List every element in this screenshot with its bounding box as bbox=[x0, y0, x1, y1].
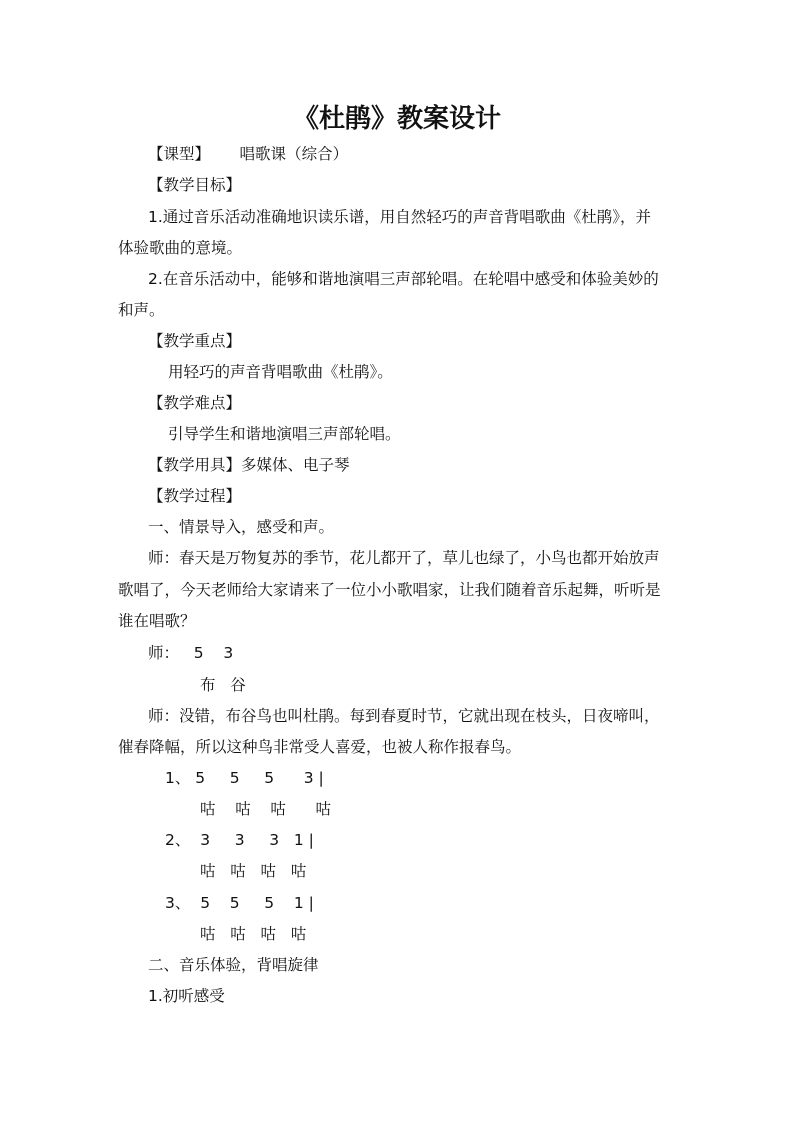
step-2-heading: 二、音乐体验，背唱旋律 bbox=[148, 956, 319, 974]
paragraph-line: 师：没错，布谷鸟也叫杜鹃。每到春夏时节，它就出现在枝头，日夜啼叫， bbox=[148, 707, 660, 725]
paragraph-line: 师：春天是万物复苏的季节，花儿都开了，草儿也绿了，小鸟也都开始放声 bbox=[148, 549, 660, 567]
notation-line: 3、 5 5 5 1 | bbox=[165, 894, 314, 912]
notation-line: 1、 5 5 5 3 | bbox=[165, 769, 324, 787]
notation-line: 师： 5 3 bbox=[148, 644, 234, 662]
section-heading-key-points: 【教学重点】 bbox=[148, 332, 242, 350]
lyric-line: 咕 咕 咕 咕 bbox=[200, 925, 307, 943]
section-heading-objectives: 【教学目标】 bbox=[148, 176, 242, 194]
paragraph-line: 歌唱了，今天老师给大家请来了一位小小歌唱家，让我们随着音乐起舞，听听是 bbox=[118, 581, 661, 599]
objective-2-line-2: 和声。 bbox=[118, 301, 165, 319]
section-heading-difficulties: 【教学难点】 bbox=[148, 394, 242, 412]
objective-2-line-1: 2.在音乐活动中，能够和谐地演唱三声部轮唱。在轮唱中感受和体验美妙的 bbox=[148, 270, 659, 288]
objective-1-line-1: 1.通过音乐活动准确地识读乐谱，用自然轻巧的声音背唱歌曲《杜鹃》，并 bbox=[148, 208, 652, 226]
lyric-line: 咕 咕 咕 咕 bbox=[200, 862, 307, 880]
objective-1-line-2: 体验歌曲的意境。 bbox=[118, 239, 243, 257]
document-title: 《杜鹃》教案设计 bbox=[292, 104, 501, 134]
section-heading-process: 【教学过程】 bbox=[148, 487, 242, 505]
paragraph-line: 谁在唱歌？ bbox=[118, 612, 196, 630]
lesson-type-line: 【课型】 唱歌课（综合） bbox=[148, 145, 349, 163]
lyric-line: 咕 咕 咕 咕 bbox=[200, 800, 331, 818]
notation-line: 2、 3 3 3 1 | bbox=[165, 831, 314, 849]
teaching-tools-line: 【教学用具】多媒体、电子琴 bbox=[148, 456, 350, 474]
key-point-text: 用轻巧的声音背唱歌曲《杜鹃》。 bbox=[168, 363, 393, 381]
step-1-heading: 一、情景导入，感受和声。 bbox=[148, 518, 335, 536]
step-2-subheading: 1.初听感受 bbox=[148, 987, 225, 1005]
difficulty-text: 引导学生和谐地演唱三声部轮唱。 bbox=[168, 425, 401, 443]
paragraph-line: 催春降幅，所以这种鸟非常受人喜爱，也被人称作报春鸟。 bbox=[118, 738, 522, 756]
lyric-line: 布 谷 bbox=[200, 676, 246, 694]
